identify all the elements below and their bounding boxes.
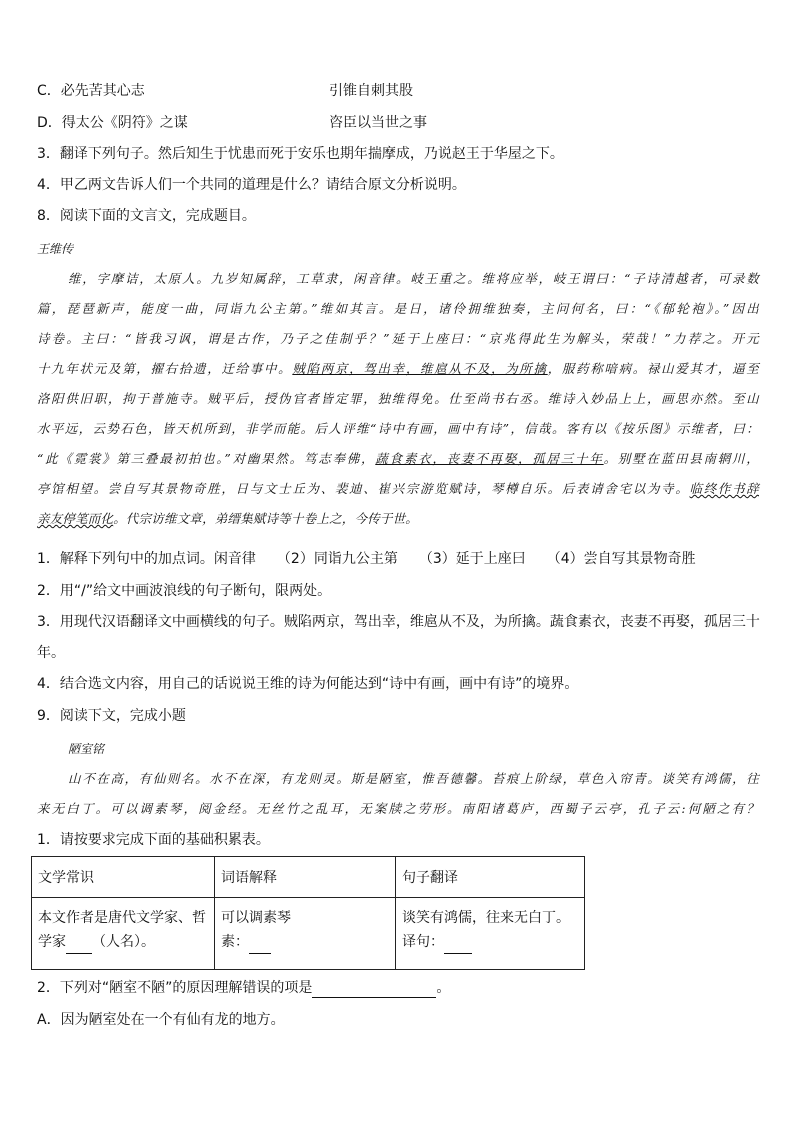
q8-line9-post: 。代宗访维文章，弟缙集赋诗等十卷上之，今传于世。 bbox=[113, 511, 419, 526]
q8-passage-title: 王维传 bbox=[37, 242, 74, 256]
word-meaning-blank[interactable] bbox=[249, 939, 271, 954]
answer-blank[interactable] bbox=[312, 983, 436, 998]
q8-passage-line-2: 篇，琵琶新声，能度一曲，同诣九公主第。”维如其言。是日，诸伶拥维独奏，主问何名，曰：“《郁轮袍》。”因出 bbox=[37, 301, 759, 316]
q8-passage-line-1: 维，字摩诘，太原人。九岁知属辞，工草隶，闲音律。岐王重之。维将应举，岐王谓曰：“子诗清越者，可录数 bbox=[68, 271, 759, 286]
q8-passage-line-8 bbox=[37, 474, 759, 504]
table-header-cell: 文学常识 bbox=[32, 857, 215, 898]
q8-underlined-sentence-1: 贼陷两京，驾出幸，维扈从不及，为所擒 bbox=[292, 361, 548, 376]
q8-passage-line-4 bbox=[37, 354, 759, 384]
q9-heading: 9．阅读下文，完成小题 bbox=[37, 708, 186, 724]
table-header-row bbox=[32, 857, 585, 898]
q8-line4-pre: 十九年状元及第，擢右拾遗，迁给事中。 bbox=[37, 361, 293, 376]
q8-heading: 8．阅读下面的文言文，完成题目。 bbox=[37, 208, 256, 224]
q9-question-2 bbox=[37, 978, 450, 998]
q8-wavy-sentence-part-2: 亲友停笔而化 bbox=[37, 511, 114, 526]
q8-question-3-line-2: 年。 bbox=[37, 645, 65, 661]
prev-question-4: 4．甲乙两文告诉人们一个共同的道理是什么？请结合原文分析说明。 bbox=[37, 177, 466, 193]
q9-passage-line-2: 来无白丁。可以调素琴，阅金经。无丝竹之乱耳，无案牍之劳形。南阳诸葛庐，西蜀子云亭，孔子云:何陋之有？ bbox=[37, 801, 759, 816]
option-d-right: 咨臣以当世之事 bbox=[329, 115, 427, 131]
q9-option-a: A．因为陋室处在一个有仙有龙的地方。 bbox=[37, 1012, 285, 1028]
q8-passage-line-5: 洛阳供旧职，拘于普施寺。贼平后，授伪官者皆定罪，独维得免。仕至尚书右丞。维诗入妙品上上，画思亦然。至山 bbox=[37, 391, 759, 406]
option-c-row bbox=[37, 81, 413, 101]
q8-question-4: 4．结合选文内容，用自己的话说说王维的诗为何能达到“诗中有画，画中有诗”的境界。 bbox=[37, 676, 579, 692]
cell-text-prefix: 学家 bbox=[38, 934, 66, 950]
cell-text-suffix: （人名）。 bbox=[92, 934, 155, 950]
q8-line7-post: 。别墅在蓝田县南辋川， bbox=[603, 451, 760, 466]
q9-question-2-text: 2．下列对“陋室不陋”的原因理解错误的项是 bbox=[37, 980, 313, 996]
cell-text-line-1: 谈笑有鸿儒，往来无白丁。 bbox=[402, 910, 570, 926]
author-name-blank[interactable] bbox=[66, 939, 92, 954]
q8-passage-line-9 bbox=[37, 504, 759, 534]
q9-question-2-end: 。 bbox=[436, 980, 451, 996]
table-cell-sentence-translation bbox=[396, 898, 585, 970]
q8-underlined-sentence-2: 蔬食素衣，丧妻不再娶，孤居三十年 bbox=[375, 451, 604, 466]
option-d-left: D．得太公《阴符》之谋 bbox=[37, 115, 188, 131]
table-header-cell: 词语解释 bbox=[215, 857, 396, 898]
q9-passage-title: 陋室铭 bbox=[68, 742, 105, 756]
knowledge-table bbox=[31, 856, 585, 970]
table-row bbox=[32, 898, 585, 970]
table-header-cell: 句子翻译 bbox=[396, 857, 585, 898]
option-c-left: C．必先苦其心志 bbox=[37, 83, 145, 99]
option-d-row bbox=[37, 113, 427, 133]
q8-line8-pre: 亭馆相望。尝自写其景物奇胜，日与文士丘为、裴迪、崔兴宗游览赋诗，琴樽自乐。后表请舍宅以为寺。 bbox=[37, 481, 690, 496]
option-c-right: 引锥自刺其股 bbox=[329, 83, 413, 99]
q8-line7-pre: “此《霓裳》第三叠最初拍也。”对幽果然。笃志奉佛， bbox=[37, 451, 376, 466]
prev-question-3: 3．翻译下列句子。然后知生于忧患而死于安乐也期年揣摩成，乃说赵王于华屋之下。 bbox=[37, 146, 564, 162]
q8-question-3-line-1: 3．用现代汉语翻译文中画横线的句子。贼陷两京，驾出幸，维扈从不及，为所擒。蔬食素衣，丧妻不再娶，孤居三十 bbox=[37, 614, 760, 630]
q9-passage-line-1: 山不在高，有仙则名。水不在深，有龙则灵。斯是陋室，惟吾德馨。苔痕上阶绿，草色入帘青。谈笑有鸿儒，往 bbox=[68, 771, 759, 786]
cell-text-line-2 bbox=[38, 930, 208, 954]
q8-passage-line-3: 诗卷。主曰：“皆我习讽，谓是古作，乃子之佳制乎？”延于上座曰：“京兆得此生为解头，荣哉！”力荐之。开元 bbox=[37, 331, 759, 346]
table-cell-word-explanation bbox=[215, 898, 396, 970]
cell-text-prefix: 素： bbox=[221, 934, 249, 950]
q8-wavy-sentence-part-1: 临终作书辞 bbox=[689, 481, 759, 496]
cell-text-line-1: 可以调素琴 bbox=[221, 910, 291, 926]
cell-text-line-1: 本文作者是唐代文学家、哲 bbox=[38, 910, 206, 926]
q8-passage-line-6: 水平远，云势石色，皆天机所到，非学而能。后人评维“诗中有画，画中有诗”，信哉。客有以《按乐图》示维者，曰： bbox=[37, 421, 759, 436]
q8-question-2: 2．用“/”给文中画波浪线的句子断句，限两处。 bbox=[37, 583, 332, 599]
q8-question-1: 1．解释下列句中的加点词。闲音律 （2）同诣九公主第 （3）延于上座曰 （4）尝自写其景物奇胜 bbox=[37, 551, 696, 567]
q8-line4-post: ，服药称喑病。禄山爱其才，逼至 bbox=[547, 361, 759, 376]
table-cell-literary-knowledge bbox=[32, 898, 215, 970]
translation-blank[interactable] bbox=[444, 939, 472, 954]
cell-text-line-2 bbox=[402, 930, 578, 954]
q8-passage-line-7 bbox=[37, 444, 759, 474]
q9-question-1: 1．请按要求完成下面的基础积累表。 bbox=[37, 832, 270, 848]
cell-text-prefix: 译句： bbox=[402, 934, 444, 950]
cell-text-line-2 bbox=[221, 930, 389, 954]
